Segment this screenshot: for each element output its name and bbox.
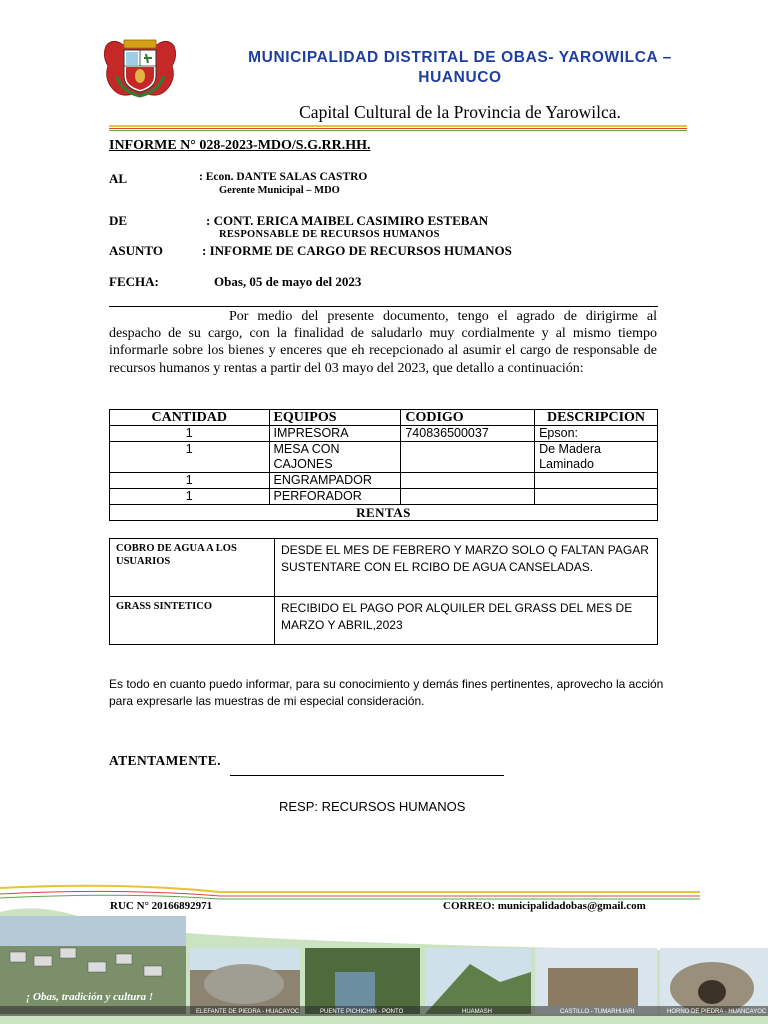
photo-caption: HORNO DE PIEDRA - HUANCAYOC: [667, 1009, 767, 1015]
table-row: [110, 539, 658, 597]
de-label: DE: [109, 213, 128, 228]
subtitle: Capital Cultural de la Provincia de Yarowilca.: [299, 102, 621, 122]
table-row: [110, 442, 658, 473]
rentas-key: COBRO DE AGUA A LOS USUARIOS: [110, 539, 275, 597]
cell-cantidad: 1: [110, 442, 270, 473]
rentas-key: GRASS SINTETICO: [110, 597, 275, 645]
col-header-descripcion: DESCRIPCION: [535, 410, 658, 426]
informe-number: INFORME N° 028-2023-MDO/S.G.RR.HH.: [109, 138, 371, 153]
cell-equipo: PERFORADOR: [269, 489, 401, 505]
atentamente-label: ATENTAMENTE.: [109, 753, 221, 768]
cell-equipo: MESA CON CAJONES: [269, 442, 401, 473]
org-title-line1: MUNICIPALIDAD DISTRITAL DE OBAS- YAROWILCA –: [248, 49, 672, 66]
rentas-heading: RENTAS: [110, 505, 658, 521]
cell-cantidad: 1: [110, 473, 270, 489]
cell-codigo: [401, 473, 535, 489]
cell-descripcion: [535, 489, 658, 505]
closing-paragraph: Es todo en cuanto puedo informar, para su conocimiento y demás fines pertinentes, aprovecho la acción para expresarle las muestras de mi especial consideración.: [109, 677, 664, 708]
al-role: Gerente Municipal – MDO: [219, 185, 340, 196]
footer-slogan: ¡ Obas, tradición y cultura !: [26, 991, 154, 1003]
cell-descripcion: De Madera Laminado: [535, 442, 658, 473]
equipment-table: [109, 409, 658, 521]
asunto-value: : INFORME DE CARGO DE RECURSOS HUMANOS: [202, 243, 512, 258]
cell-codigo: [401, 442, 535, 473]
cell-equipo: ENGRAMPADOR: [269, 473, 401, 489]
table-header-row: [110, 410, 658, 426]
resp-label: RESP: RECURSOS HUMANOS: [279, 799, 466, 814]
header-rule-red: [109, 128, 687, 129]
col-header-cantidad: CANTIDAD: [110, 410, 270, 426]
org-title-line2: HUANUCO: [418, 69, 502, 86]
fecha-separator: [109, 306, 658, 307]
cell-codigo: [401, 489, 535, 505]
fecha-value: Obas, 05 de mayo del 2023: [214, 274, 362, 289]
header-rule-yellow: [109, 125, 687, 127]
table-row: [110, 489, 658, 505]
organization-title: [200, 48, 720, 88]
signature-line: [230, 775, 504, 776]
table-row: [110, 426, 658, 442]
photo-caption: HUAMASH: [462, 1009, 493, 1015]
rentas-value: DESDE EL MES DE FEBRERO Y MARZO SOLO Q FALTAN PAGAR SUSTENTARE CON EL RCIBO DE AGUA CANSELADAS.: [275, 539, 658, 597]
contact-email: CORREO: municipalidadobas@gmail.com: [443, 900, 646, 912]
table-footer-row: [110, 505, 658, 521]
photo-caption: CASTILLO - TUMARHUARI: [560, 1009, 635, 1015]
al-name: : Econ. DANTE SALAS CASTRO: [199, 171, 368, 183]
cell-equipo: IMPRESORA: [269, 426, 401, 442]
al-label: AL: [109, 171, 128, 186]
cell-descripcion: Epson:: [535, 426, 658, 442]
body-text: Por medio del presente documento, tengo el agrado de dirigirme al despacho de su cargo, con la finalidad de saludarlo muy cordialmente y al mismo tiempo informarle sobre los bienes y enceres que eh recepcionado al asumir el cargo de responsable de recursos humanos y rentas a partir del 03 mayo del 2023, que detallo a continuación:: [109, 309, 657, 376]
de-name: : CONT. ERICA MAIBEL CASIMIRO ESTEBAN: [206, 213, 489, 228]
cell-codigo: 740836500037: [401, 426, 535, 442]
de-role: RESPONSABLE DE RECURSOS HUMANOS: [219, 229, 440, 240]
cell-cantidad: 1: [110, 426, 270, 442]
body-paragraph: [109, 308, 657, 377]
table-row: [110, 597, 658, 645]
ruc-number: RUC N° 20166892971: [110, 900, 213, 912]
rentas-value: RECIBIDO EL PAGO POR ALQUILER DEL GRASS DEL MES DE MARZO Y ABRIL,2023: [275, 597, 658, 645]
photo-caption: ELEFANTE DE PIEDRA - HUACAYOC: [196, 1009, 300, 1015]
cell-descripcion: [535, 473, 658, 489]
fecha-label: FECHA:: [109, 274, 159, 289]
col-header-codigo: CODIGO: [401, 410, 535, 426]
rentas-table: [109, 538, 658, 645]
photo-caption: PUENTE PICHICHIN - PONTO: [320, 1009, 404, 1015]
footer-banner: [0, 872, 768, 1024]
col-header-equipos: EQUIPOS: [269, 410, 401, 426]
header-rule-green: [109, 130, 687, 131]
cell-cantidad: 1: [110, 489, 270, 505]
asunto-label: ASUNTO: [109, 243, 163, 258]
table-row: [110, 473, 658, 489]
coat-of-arms-icon: [102, 36, 178, 102]
